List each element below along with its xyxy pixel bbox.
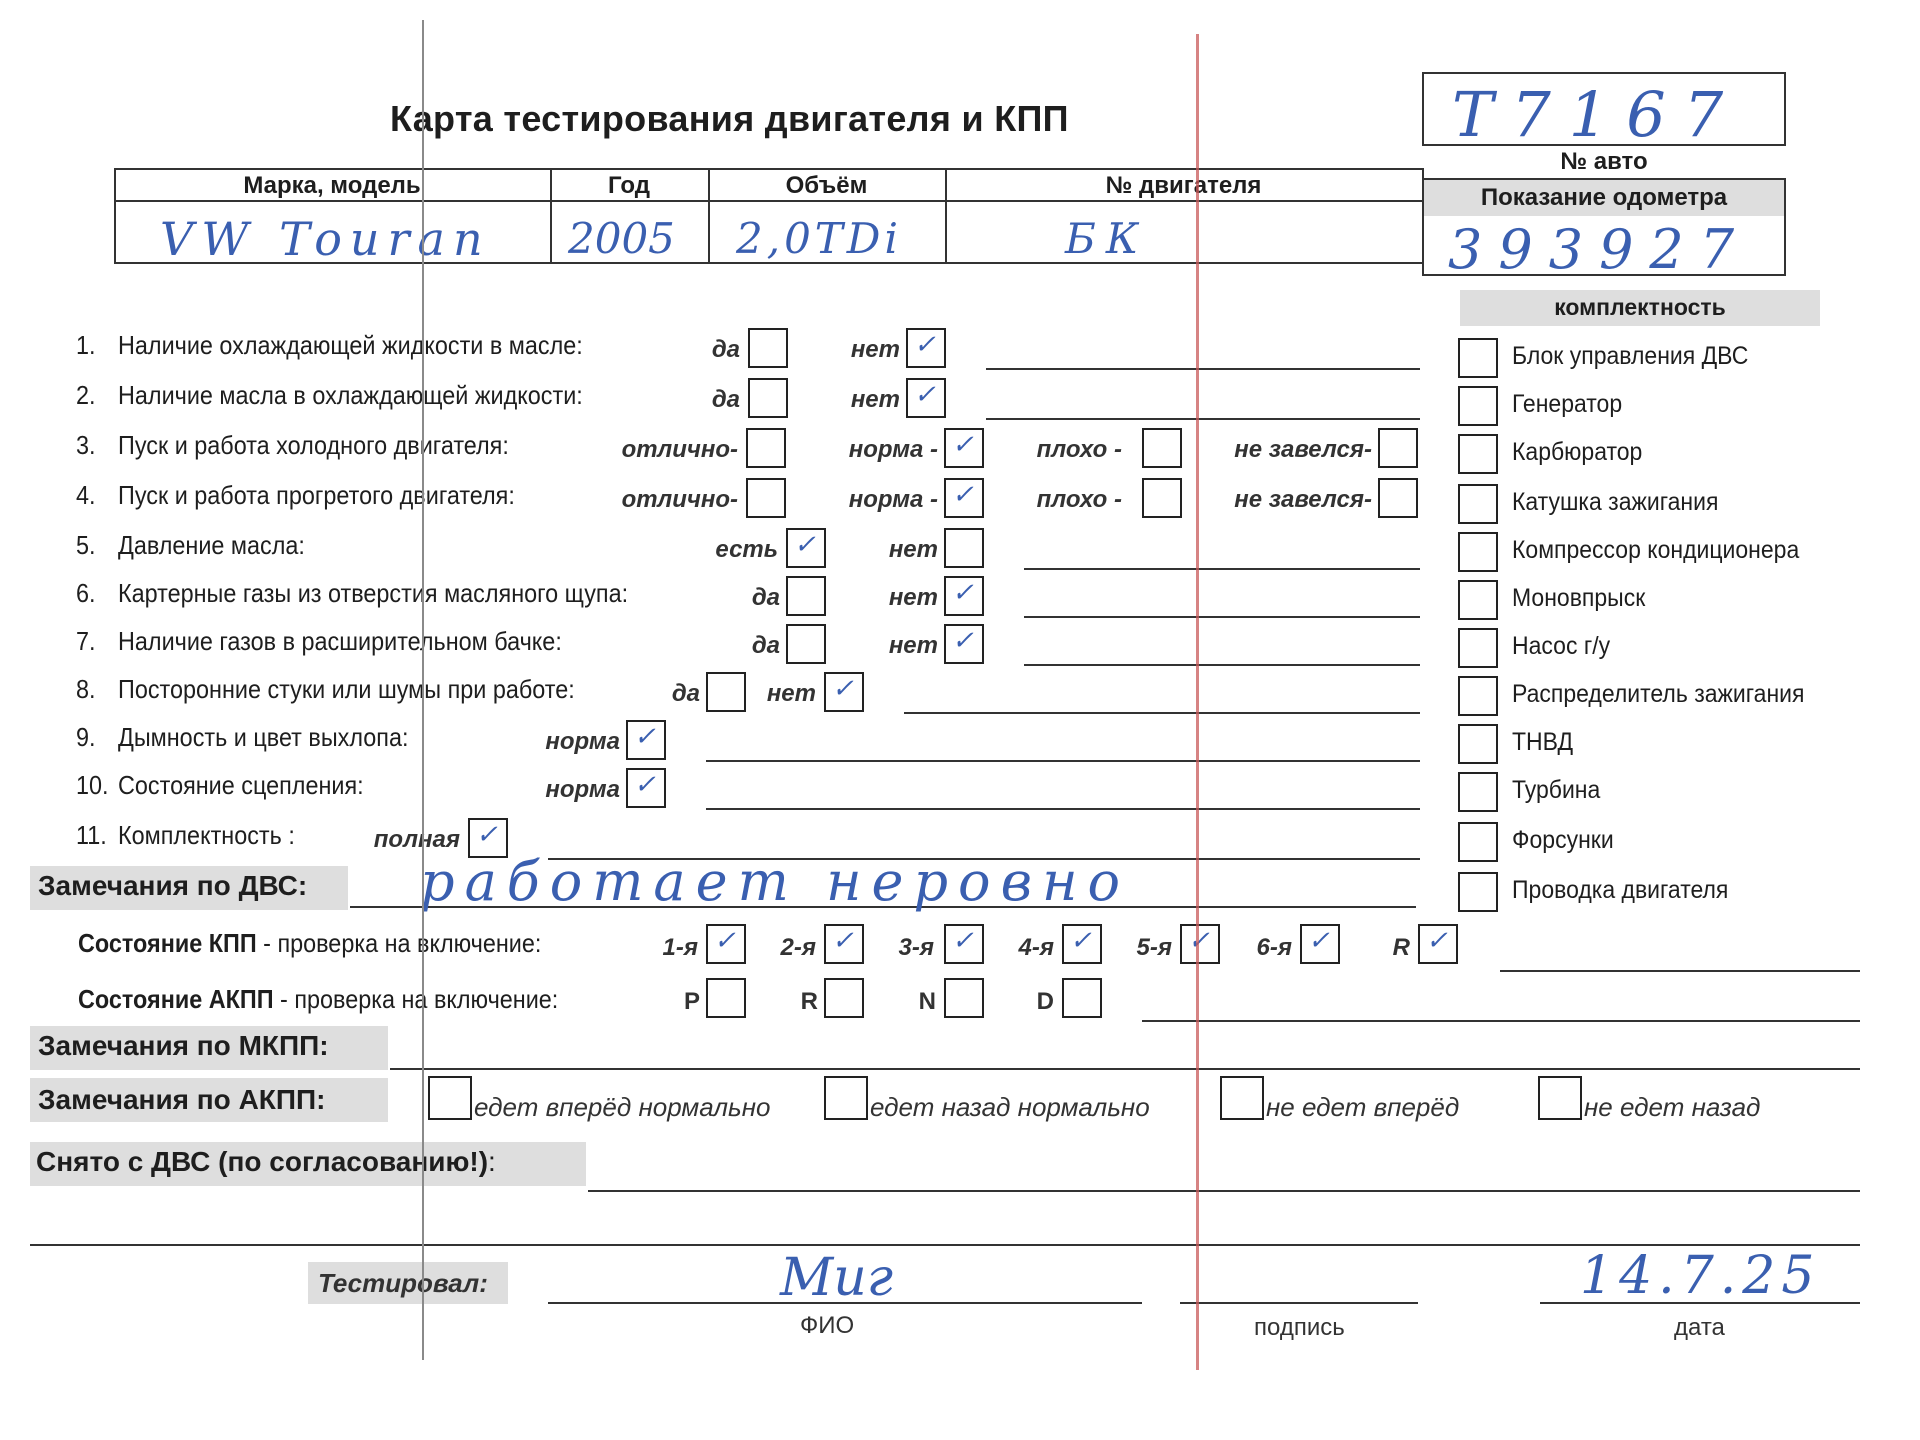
completeness-checkbox[interactable] (1458, 386, 1498, 426)
akpp-label-bold: Состояние АКПП (78, 984, 274, 1014)
akpp-position-label: D (1036, 988, 1054, 1015)
option-label: не завелся- (1234, 486, 1372, 513)
check-mark-icon: ✓ (952, 430, 974, 460)
answer-line (1024, 568, 1420, 570)
odometer-label: Показание одометра (1480, 184, 1728, 211)
completeness-checkbox[interactable] (1458, 532, 1498, 572)
akpp-position-checkbox[interactable] (944, 978, 984, 1018)
removed-label (36, 1146, 496, 1178)
completeness-checkbox[interactable] (1458, 772, 1498, 812)
gear-checkbox[interactable] (1062, 924, 1102, 964)
check-mark-icon: ✓ (1426, 926, 1448, 956)
option-label: норма (545, 728, 620, 755)
answer-line (986, 368, 1420, 370)
option-label: да (671, 680, 700, 707)
option-checkbox[interactable] (748, 328, 788, 368)
answer-line (986, 418, 1420, 420)
akpp-remark-label: едет вперёд нормально (474, 1092, 771, 1122)
signature-label: подпись (1254, 1314, 1345, 1341)
question-text: Комплектность : (118, 820, 295, 850)
option-label: нет (888, 536, 938, 563)
header-divider (114, 200, 1424, 202)
brand-model-value[interactable]: VW Touran (160, 212, 491, 266)
akpp-remarks-label: Замечания по АКПП: (38, 1084, 326, 1115)
question-number: 9. (76, 722, 96, 752)
answer-line (1024, 616, 1420, 618)
option-label: полная (373, 826, 460, 853)
volume-value[interactable]: 2,0TDi (736, 214, 902, 263)
check-mark-icon: ✓ (1070, 926, 1092, 956)
akpp-position-label: P (683, 988, 700, 1015)
completeness-checkbox[interactable] (1458, 580, 1498, 620)
completeness-checkbox[interactable] (1458, 872, 1498, 912)
option-checkbox[interactable] (748, 378, 788, 418)
col-brand-model: Марка, модель (243, 172, 421, 199)
akpp-remark-label: не едет назад (1584, 1092, 1761, 1122)
answer-line (706, 760, 1420, 762)
completeness-item-label: Турбина (1512, 776, 1601, 804)
gear-checkbox[interactable] (706, 924, 746, 964)
completeness-item-label: Распределитель зажигания (1512, 680, 1805, 708)
akpp-position-label: N (918, 988, 936, 1015)
akpp-line (1142, 1020, 1860, 1022)
question-text: Картерные газы из отверстия масляного щупа: (118, 578, 629, 608)
completeness-checkbox[interactable] (1458, 338, 1498, 378)
option-label: нет (888, 632, 938, 659)
completeness-item-label: Генератор (1512, 390, 1623, 418)
check-mark-icon: ✓ (1308, 926, 1330, 956)
answer-line (706, 808, 1420, 810)
option-checkbox[interactable] (906, 328, 946, 368)
kpp-label-rest: - проверка на включение: (256, 928, 542, 958)
col-volume: Объём (785, 172, 868, 199)
option-checkbox[interactable] (786, 624, 826, 664)
col-year: Год (608, 172, 650, 199)
option-checkbox[interactable] (944, 528, 984, 568)
answer-line (1024, 664, 1420, 666)
question-text: Пуск и работа холодного двигателя: (118, 430, 509, 460)
completeness-checkbox[interactable] (1458, 822, 1498, 862)
check-mark-icon: ✓ (914, 330, 936, 360)
option-checkbox[interactable] (1142, 478, 1182, 518)
option-label: да (711, 386, 740, 413)
option-checkbox[interactable] (706, 672, 746, 712)
removed-label-bold: Снято с ДВС (по согласованию!) (36, 1146, 489, 1177)
car-number-value[interactable]: T7167 (1452, 78, 1742, 151)
gear-label: 4-я (1018, 934, 1054, 961)
akpp-remark-checkbox[interactable] (1220, 1076, 1264, 1120)
mkpp-remarks-line (390, 1068, 1860, 1070)
akpp-position-checkbox[interactable] (1062, 978, 1102, 1018)
signature-line (1180, 1302, 1418, 1304)
question-number: 8. (76, 674, 96, 704)
option-checkbox[interactable] (1378, 478, 1418, 518)
check-mark-icon: ✓ (634, 722, 656, 752)
completeness-title: комплектность (1554, 294, 1726, 320)
option-checkbox[interactable] (944, 428, 984, 468)
option-label: норма - (848, 436, 938, 463)
option-checkbox[interactable] (626, 720, 666, 760)
check-mark-icon: ✓ (634, 770, 656, 800)
option-checkbox[interactable] (906, 378, 946, 418)
option-label: норма (545, 776, 620, 803)
question-text: Наличие газов в расширительном бачке: (118, 626, 562, 656)
gear-label: 2-я (780, 934, 816, 961)
gear-checkbox[interactable] (944, 924, 984, 964)
question-text: Наличие охлаждающей жидкости в масле: (118, 330, 583, 360)
completeness-checkbox[interactable] (1458, 628, 1498, 668)
completeness-item-label: Проводка двигателя (1512, 876, 1729, 904)
gear-label: 3-я (898, 934, 934, 961)
question-text: Пуск и работа прогретого двигателя: (118, 480, 515, 510)
col-engine-number: № двигателя (1105, 172, 1262, 199)
option-label: да (751, 632, 780, 659)
akpp-remark-checkbox[interactable] (1538, 1076, 1582, 1120)
akpp-remark-checkbox[interactable] (824, 1076, 868, 1120)
kpp-line (1500, 970, 1860, 972)
check-mark-icon: ✓ (832, 674, 854, 704)
option-checkbox[interactable] (944, 624, 984, 664)
option-checkbox[interactable] (944, 576, 984, 616)
option-label: отлично- (621, 486, 738, 513)
question-number: 4. (76, 480, 96, 510)
question-number: 6. (76, 578, 96, 608)
gear-label: 1-я (662, 934, 698, 961)
question-number: 10. (76, 770, 109, 800)
completeness-checkbox[interactable] (1458, 484, 1498, 524)
odometer-value[interactable]: 393927 (1448, 218, 1751, 281)
akpp-remark-checkbox[interactable] (428, 1076, 472, 1120)
completeness-item-label: Карбюратор (1512, 438, 1643, 466)
check-mark-icon: ✓ (952, 926, 974, 956)
margin-red-line (1196, 34, 1199, 1370)
removed-label-rest: : (488, 1146, 496, 1177)
option-label: да (751, 584, 780, 611)
completeness-item-label: Насос г/у (1512, 632, 1611, 660)
gear-label: 6-я (1256, 934, 1292, 961)
question-text: Посторонние стуки или шумы при работе: (118, 674, 575, 704)
check-mark-icon: ✓ (952, 480, 974, 510)
car-number-label: № авто (1560, 148, 1648, 175)
completeness-item-label: Катушка зажигания (1512, 488, 1719, 516)
completeness-item-label: ТНВД (1512, 728, 1574, 756)
form-title: Карта тестирования двигателя и КПП (390, 98, 1069, 139)
option-label: отлично- (621, 436, 738, 463)
option-checkbox[interactable] (944, 478, 984, 518)
date-value[interactable]: 14.7.25 (1580, 1246, 1821, 1306)
completeness-checkbox[interactable] (1458, 724, 1498, 764)
check-mark-icon: ✓ (914, 380, 936, 410)
dvs-remarks-value[interactable]: работает неровно (420, 850, 1131, 913)
gear-label: 5-я (1136, 934, 1172, 961)
gear-checkbox[interactable] (1180, 924, 1220, 964)
scan-fold-line (422, 20, 424, 1360)
question-number: 7. (76, 626, 96, 656)
question-number: 11. (76, 820, 107, 850)
akpp-label (78, 984, 558, 1015)
option-checkbox[interactable] (824, 672, 864, 712)
option-label: нет (850, 386, 900, 413)
completeness-checkbox[interactable] (1458, 434, 1498, 474)
option-label: норма - (848, 486, 938, 513)
check-mark-icon: ✓ (832, 926, 854, 956)
check-mark-icon: ✓ (952, 578, 974, 608)
question-text: Дымность и цвет выхлопа: (118, 722, 409, 752)
date-label: дата (1674, 1314, 1725, 1341)
check-mark-icon: ✓ (1188, 926, 1210, 956)
engine-number-value[interactable]: БК (1065, 214, 1149, 263)
completeness-item-label: Моновпрыск (1512, 584, 1646, 612)
akpp-position-label: R (800, 988, 818, 1015)
option-label: не завелся- (1234, 436, 1372, 463)
akpp-position-checkbox[interactable] (824, 978, 864, 1018)
fio-label: ФИО (800, 1312, 855, 1339)
question-number: 1. (76, 330, 96, 360)
question-number: 5. (76, 530, 96, 560)
option-checkbox[interactable] (626, 768, 666, 808)
question-text: Давление масла: (118, 530, 305, 560)
dvs-remarks-label: Замечания по ДВС: (38, 870, 308, 901)
option-label: нет (850, 336, 900, 363)
check-mark-icon: ✓ (714, 926, 736, 956)
mkpp-remarks-label: Замечания по МКПП: (38, 1030, 329, 1061)
fio-value[interactable]: Миг (780, 1248, 894, 1308)
year-value[interactable]: 2005 (568, 214, 675, 263)
option-label: да (711, 336, 740, 363)
option-label: плохо - (1036, 436, 1122, 463)
option-label: нет (766, 680, 816, 707)
akpp-position-checkbox[interactable] (706, 978, 746, 1018)
option-label: плохо - (1036, 486, 1122, 513)
check-mark-icon: ✓ (952, 626, 974, 656)
question-text: Наличие масла в охлаждающей жидкости: (118, 380, 583, 410)
option-checkbox[interactable] (786, 528, 826, 568)
akpp-remark-label: едет назад нормально (870, 1092, 1150, 1122)
completeness-item-label: Блок управления ДВС (1512, 342, 1749, 370)
akpp-label-rest: - проверка на включение: (273, 984, 559, 1014)
option-checkbox[interactable] (786, 576, 826, 616)
removed-line (588, 1190, 1860, 1192)
option-label: нет (888, 584, 938, 611)
option-checkbox[interactable] (746, 428, 786, 468)
question-text: Состояние сцепления: (118, 770, 364, 800)
tested-label: Тестировал: (318, 1268, 488, 1298)
gear-checkbox[interactable] (1300, 924, 1340, 964)
option-checkbox[interactable] (1378, 428, 1418, 468)
check-mark-icon: ✓ (476, 820, 498, 850)
kpp-label (78, 928, 541, 959)
check-mark-icon: ✓ (794, 530, 816, 560)
completeness-item-label: Форсунки (1512, 826, 1614, 854)
akpp-remark-label: не едет вперёд (1266, 1092, 1460, 1122)
completeness-checkbox[interactable] (1458, 676, 1498, 716)
question-number: 2. (76, 380, 96, 410)
gear-label: R (1392, 934, 1410, 961)
gear-checkbox[interactable] (824, 924, 864, 964)
kpp-label-bold: Состояние КПП (78, 928, 257, 958)
option-label: есть (715, 536, 778, 563)
question-number: 3. (76, 430, 96, 460)
gear-checkbox[interactable] (1418, 924, 1458, 964)
option-checkbox[interactable] (1142, 428, 1182, 468)
option-checkbox[interactable] (746, 478, 786, 518)
completeness-item-label: Компрессор кондиционера (1512, 536, 1800, 564)
answer-line (904, 712, 1420, 714)
